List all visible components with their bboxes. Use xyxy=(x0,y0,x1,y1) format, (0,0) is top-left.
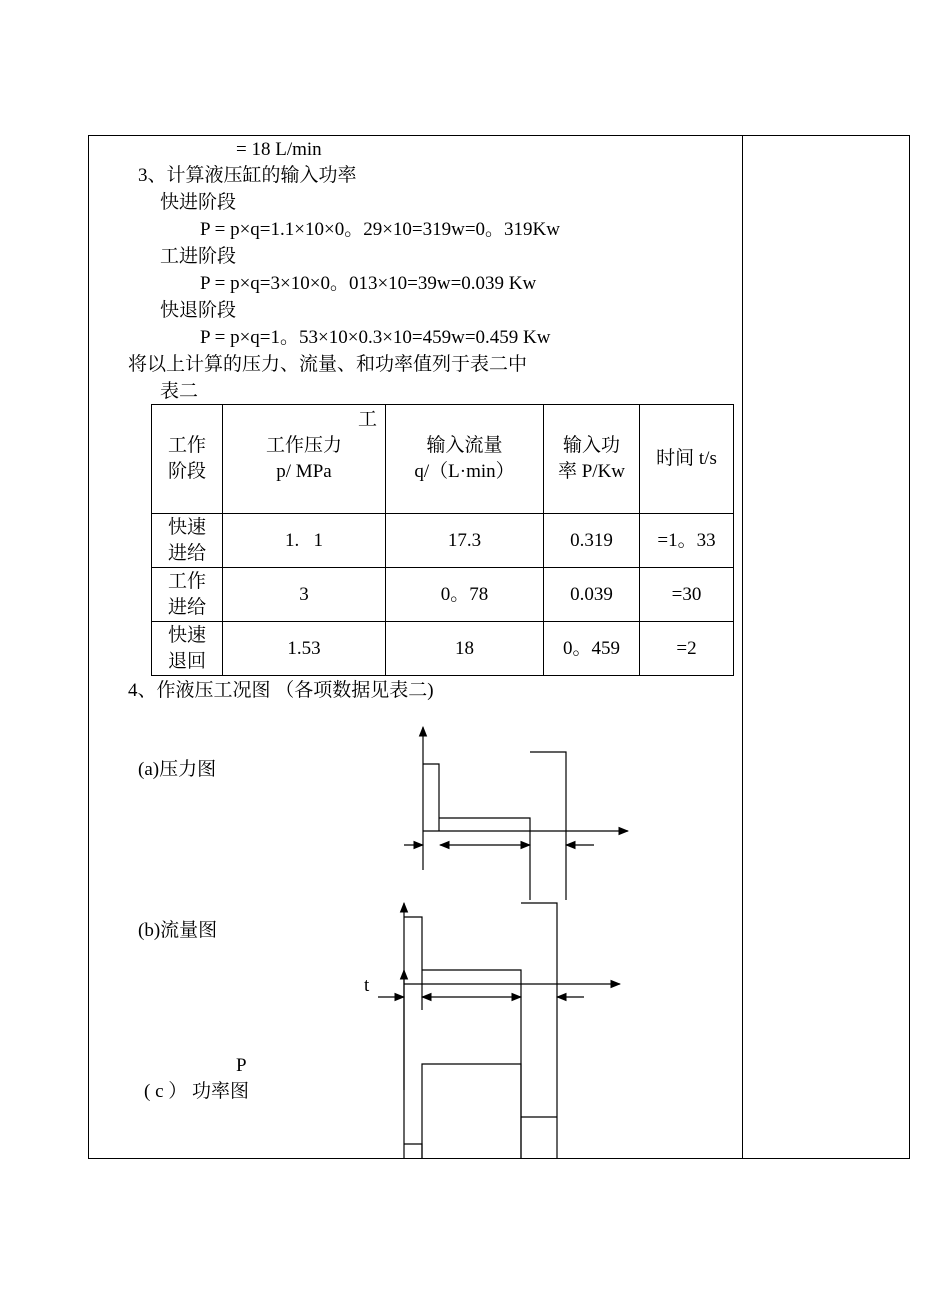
phase-fast-advance: 快进阶段 xyxy=(160,192,237,213)
header-phase: 工作 阶段 xyxy=(152,405,223,514)
pressure-diagram xyxy=(404,727,628,900)
flow-fast-return-segment xyxy=(521,903,557,1010)
cell-power: 0.039 xyxy=(544,568,640,622)
power-fast-advance-segment xyxy=(404,1144,422,1158)
pressure-work-advance-segment xyxy=(439,818,530,831)
power-fast-return-segment xyxy=(521,1010,557,1158)
cell-time: =2 xyxy=(640,622,734,676)
table-caption: 表二 xyxy=(160,381,199,402)
power-diagram-label: ( c ） 功率图 xyxy=(144,1081,250,1102)
header-pressure-label: 工作压力 p/ MPa xyxy=(265,435,342,482)
cell-time: =30 xyxy=(640,568,734,622)
cell-flow: 17.3 xyxy=(386,514,544,568)
cell-pressure: 3 xyxy=(223,568,386,622)
header-power: 输入功 率 P/Kw xyxy=(544,405,640,514)
eq-flow-line: = 18 L/min xyxy=(236,139,322,160)
step3-heading: 3、计算液压缸的输入功率 xyxy=(138,165,357,186)
cell-flow: 0。78 xyxy=(386,568,544,622)
cell-flow: 18 xyxy=(386,622,544,676)
flow-diagram xyxy=(378,903,620,1090)
flow-diagram-label: (b)流量图 xyxy=(138,920,218,941)
flow-work-advance-segment xyxy=(422,970,521,1010)
summary-line: 将以上计算的压力、流量、和功率值列于表二中 xyxy=(128,354,528,375)
cell-phase: 工作 进给 xyxy=(152,568,223,622)
header-pressure-top: 工 xyxy=(357,409,377,430)
flow-fast-advance-segment xyxy=(404,917,422,1010)
pressure-fast-advance-segment xyxy=(423,764,439,831)
pressure-diagram-label: (a)压力图 xyxy=(138,759,217,780)
t-axis-label: t xyxy=(364,975,370,996)
formula-fast-advance: P = p×q=1.1×10×0。29×10=319w=0。319Kw xyxy=(200,219,560,240)
formula-work-advance: P = p×q=3×10×0。013×10=39w=0.039 Kw xyxy=(200,273,537,294)
cell-pressure: 1. 1 xyxy=(223,514,386,568)
cell-power: 0。459 xyxy=(544,622,640,676)
step4-heading: 4、作液压工况图 （各项数据见表二) xyxy=(128,680,434,701)
header-time: 时间 t/s xyxy=(640,405,734,514)
header-flow: 输入流量 q/（L·min） xyxy=(386,405,544,514)
power-p-label: P xyxy=(236,1055,247,1076)
cell-power: 0.319 xyxy=(544,514,640,568)
cell-pressure: 1.53 xyxy=(223,622,386,676)
cell-time: =1。33 xyxy=(640,514,734,568)
phase-work-advance: 工进阶段 xyxy=(160,246,237,267)
formula-fast-return: P = p×q=1。53×10×0.3×10=459w=0.459 Kw xyxy=(200,327,551,348)
phase-fast-return: 快退阶段 xyxy=(160,300,237,321)
cell-phase: 快速 进给 xyxy=(152,514,223,568)
power-work-advance-segment xyxy=(422,1064,521,1158)
power-diagram xyxy=(404,970,557,1158)
pressure-fast-return-segment xyxy=(530,752,566,831)
cell-phase: 快速 退回 xyxy=(152,622,223,676)
